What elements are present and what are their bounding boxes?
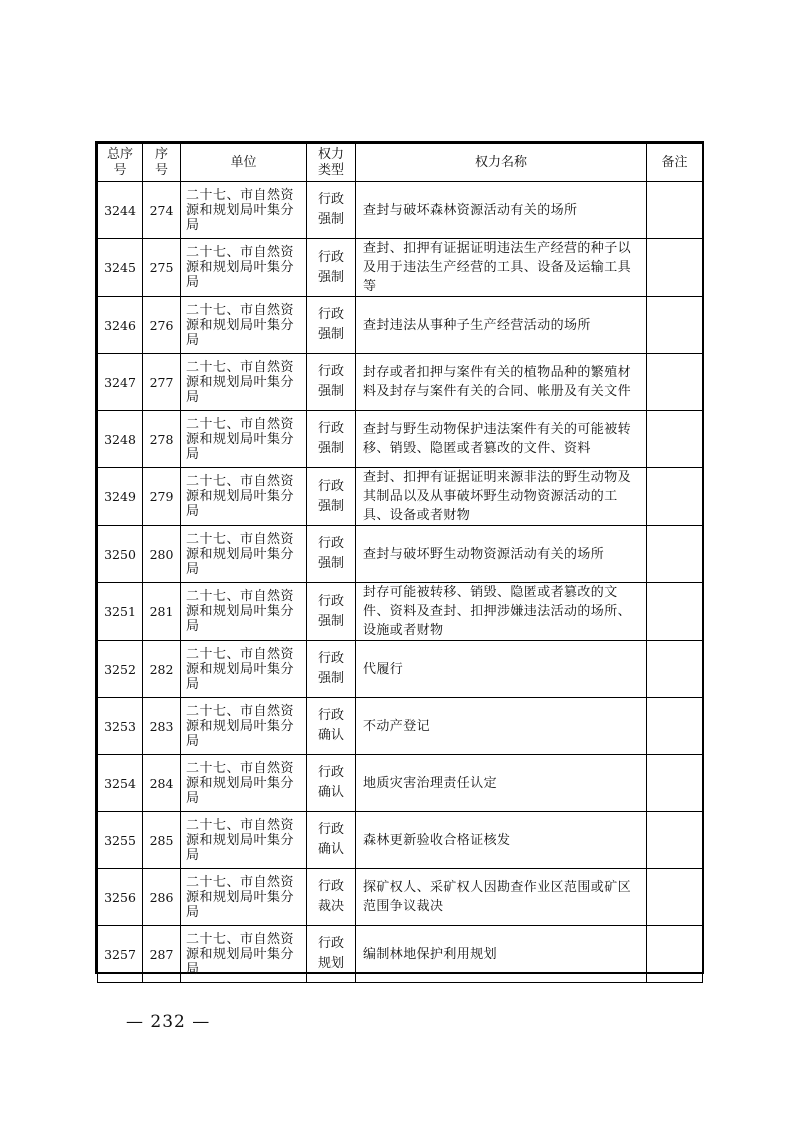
table-row: [98, 411, 703, 468]
cell-power-type: 行政强制: [307, 354, 356, 411]
cell-remarks: [647, 698, 703, 755]
cell-total-no: 3245: [98, 239, 143, 297]
cell-total-no: 3257: [98, 926, 143, 983]
cell-seq-no: 276: [143, 297, 181, 354]
power-list-table: [95, 141, 704, 977]
page-number: — 232 —: [126, 1012, 211, 1032]
cell-seq-no: 284: [143, 755, 181, 812]
cell-unit: 二十七、市自然资源和规划局叶集分局: [181, 354, 307, 411]
cell-power-type: 行政裁决: [307, 869, 356, 926]
cell-power-name: 编制林地保护利用规划: [356, 926, 647, 983]
cell-power-name: 查封与破坏野生动物资源活动有关的场所: [356, 526, 647, 583]
table-row: [98, 182, 703, 239]
cell-seq-no: 283: [143, 698, 181, 755]
cell-power-name: 不动产登记: [356, 698, 647, 755]
cell-total-no: 3248: [98, 411, 143, 468]
cell-power-name: 查封违法从事种子生产经营活动的场所: [356, 297, 647, 354]
cell-power-type: 行政强制: [307, 239, 356, 297]
cell-unit: 二十七、市自然资源和规划局叶集分局: [181, 239, 307, 297]
cell-remarks: [647, 239, 703, 297]
cell-seq-no: 282: [143, 641, 181, 698]
header-power-type: 权力类型: [307, 144, 356, 182]
table-row: [98, 297, 703, 354]
cell-remarks: [647, 411, 703, 468]
cell-remarks: [647, 641, 703, 698]
cell-unit: 二十七、市自然资源和规划局叶集分局: [181, 182, 307, 239]
cell-power-type: 行政确认: [307, 698, 356, 755]
cell-seq-no: 287: [143, 926, 181, 983]
header-total-no: 总序号: [98, 144, 143, 182]
cell-power-type: 行政确认: [307, 755, 356, 812]
cell-power-name: 地质灾害治理责任认定: [356, 755, 647, 812]
cell-total-no: 3247: [98, 354, 143, 411]
cell-seq-no: 280: [143, 526, 181, 583]
cell-unit: 二十七、市自然资源和规划局叶集分局: [181, 869, 307, 926]
cell-unit: 二十七、市自然资源和规划局叶集分局: [181, 926, 307, 983]
cell-seq-no: 278: [143, 411, 181, 468]
cell-power-name: 查封、扣押有证据证明违法生产经营的种子以及用于违法生产经营的工具、设备及运输工具等: [356, 239, 647, 297]
cell-remarks: [647, 297, 703, 354]
cell-remarks: [647, 354, 703, 411]
cell-total-no: 3246: [98, 297, 143, 354]
table-row: [98, 468, 703, 526]
cell-remarks: [647, 468, 703, 526]
cell-unit: 二十七、市自然资源和规划局叶集分局: [181, 812, 307, 869]
cell-seq-no: 279: [143, 468, 181, 526]
cell-unit: 二十七、市自然资源和规划局叶集分局: [181, 411, 307, 468]
cell-power-type: 行政确认: [307, 812, 356, 869]
cell-seq-no: 275: [143, 239, 181, 297]
cell-power-name: 查封与破坏森林资源活动有关的场所: [356, 182, 647, 239]
cell-unit: 二十七、市自然资源和规划局叶集分局: [181, 698, 307, 755]
header-remarks: 备注: [647, 144, 703, 182]
table-row: [98, 354, 703, 411]
cell-power-type: 行政强制: [307, 411, 356, 468]
cell-power-type: 行政强制: [307, 583, 356, 641]
cell-remarks: [647, 812, 703, 869]
table-row: [98, 698, 703, 755]
header-unit: 单位: [181, 144, 307, 182]
cell-remarks: [647, 869, 703, 926]
cell-power-name: 查封与野生动物保护违法案件有关的可能被转移、销毁、隐匿或者篡改的文件、资料: [356, 411, 647, 468]
table-header-row: [98, 144, 703, 182]
cell-power-type: 行政强制: [307, 297, 356, 354]
table-row: [98, 239, 703, 297]
cell-unit: 二十七、市自然资源和规划局叶集分局: [181, 641, 307, 698]
cell-unit: 二十七、市自然资源和规划局叶集分局: [181, 526, 307, 583]
cell-unit: 二十七、市自然资源和规划局叶集分局: [181, 755, 307, 812]
cell-power-type: 行政强制: [307, 641, 356, 698]
cell-total-no: 3255: [98, 812, 143, 869]
cell-remarks: [647, 583, 703, 641]
cell-remarks: [647, 526, 703, 583]
cell-seq-no: 277: [143, 354, 181, 411]
header-power-name: 权力名称: [356, 144, 647, 182]
cell-power-name: 森林更新验收合格证核发: [356, 812, 647, 869]
table-row: [98, 641, 703, 698]
cell-seq-no: 285: [143, 812, 181, 869]
table-row: [98, 812, 703, 869]
cell-total-no: 3249: [98, 468, 143, 526]
cell-total-no: 3253: [98, 698, 143, 755]
cell-total-no: 3256: [98, 869, 143, 926]
cell-seq-no: 281: [143, 583, 181, 641]
cell-unit: 二十七、市自然资源和规划局叶集分局: [181, 297, 307, 354]
cell-power-name: 封存可能被转移、销毁、隐匿或者篡改的文件、资料及查封、扣押涉嫌违法活动的场所、设施或者财物: [356, 583, 647, 641]
header-seq-no: 序号: [143, 144, 181, 182]
cell-unit: 二十七、市自然资源和规划局叶集分局: [181, 583, 307, 641]
cell-total-no: 3254: [98, 755, 143, 812]
cell-total-no: 3244: [98, 182, 143, 239]
cell-seq-no: 274: [143, 182, 181, 239]
cell-power-name: 封存或者扣押与案件有关的植物品种的繁殖材料及封存与案件有关的合同、帐册及有关文件: [356, 354, 647, 411]
cell-unit: 二十七、市自然资源和规划局叶集分局: [181, 468, 307, 526]
cell-total-no: 3250: [98, 526, 143, 583]
cell-power-type: 行政强制: [307, 468, 356, 526]
cell-power-type: 行政规划: [307, 926, 356, 983]
cell-power-name: 探矿权人、采矿权人因勘查作业区范围或矿区范围争议裁决: [356, 869, 647, 926]
table-row: [98, 526, 703, 583]
cell-total-no: 3252: [98, 641, 143, 698]
cell-power-type: 行政强制: [307, 526, 356, 583]
table-row: [98, 755, 703, 812]
cell-remarks: [647, 182, 703, 239]
table-row: [98, 926, 703, 983]
cell-power-type: 行政强制: [307, 182, 356, 239]
cell-remarks: [647, 926, 703, 983]
table-row: [98, 869, 703, 926]
cell-remarks: [647, 755, 703, 812]
cell-seq-no: 286: [143, 869, 181, 926]
cell-power-name: 查封、扣押有证据证明来源非法的野生动物及其制品以及从事破坏野生动物资源活动的工具、设备或者财物: [356, 468, 647, 526]
cell-power-name: 代履行: [356, 641, 647, 698]
cell-total-no: 3251: [98, 583, 143, 641]
table-row: [98, 583, 703, 641]
